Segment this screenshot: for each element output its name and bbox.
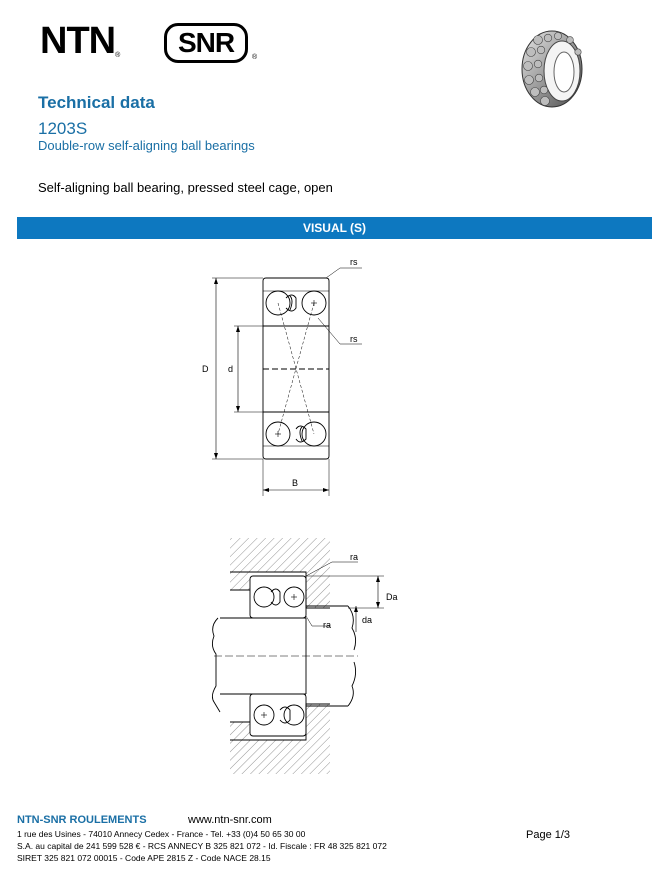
label-housing-shoulder-diameter: Da xyxy=(386,592,398,602)
section-bar-visual xyxy=(17,217,652,239)
ntn-logo-text: NTN xyxy=(40,20,116,62)
ntn-registered-mark: ® xyxy=(115,52,120,59)
label-width: B xyxy=(292,478,299,488)
snr-logo xyxy=(164,23,248,63)
footer-company-name: NTN-SNR ROULEMENTS xyxy=(17,814,147,826)
label-bore-diameter: d xyxy=(228,364,234,374)
snr-registered-mark: ® xyxy=(252,54,258,61)
label-ra-upper: ra xyxy=(350,552,359,562)
page-number: Page 1/3 xyxy=(526,829,571,841)
ntn-logo xyxy=(40,22,119,60)
footer-siret: SIRET 325 821 072 00015 - Code APE 2815 Z - Code NACE 28.15 xyxy=(17,853,271,863)
product-type: Double-row self-aligning ball bearings xyxy=(38,138,255,153)
bearing-product-image xyxy=(518,28,590,110)
snr-logo-text: SNR xyxy=(177,27,235,58)
label-shaft-shoulder-diameter: da xyxy=(362,615,373,625)
label-ra-lower: ra xyxy=(323,620,332,630)
bearing-mounting-diagram xyxy=(208,536,408,776)
label-rs-lower: rs xyxy=(350,334,358,344)
footer-website-link[interactable]: www.ntn-snr.com xyxy=(188,814,272,826)
footer-address: 1 rue des Usines - 74010 Annecy Cedex - France - Tel. +33 (0)4 50 65 30 00 xyxy=(17,829,306,839)
bearing-cross-section-diagram xyxy=(190,256,380,496)
label-outer-diameter: D xyxy=(202,364,209,374)
label-rs-upper: rs xyxy=(350,257,358,267)
product-code: 1203S xyxy=(38,119,88,138)
product-description: Self-aligning ball bearing, pressed steel cage, open xyxy=(38,180,333,195)
footer-legal: S.A. au capital de 241 599 528 € - RCS ANNECY B 325 821 072 - Id. Fiscale : FR 48 325 821 072 xyxy=(17,841,387,851)
section-label: VISUAL (S) xyxy=(302,221,367,235)
document-title: Technical data xyxy=(38,93,155,112)
